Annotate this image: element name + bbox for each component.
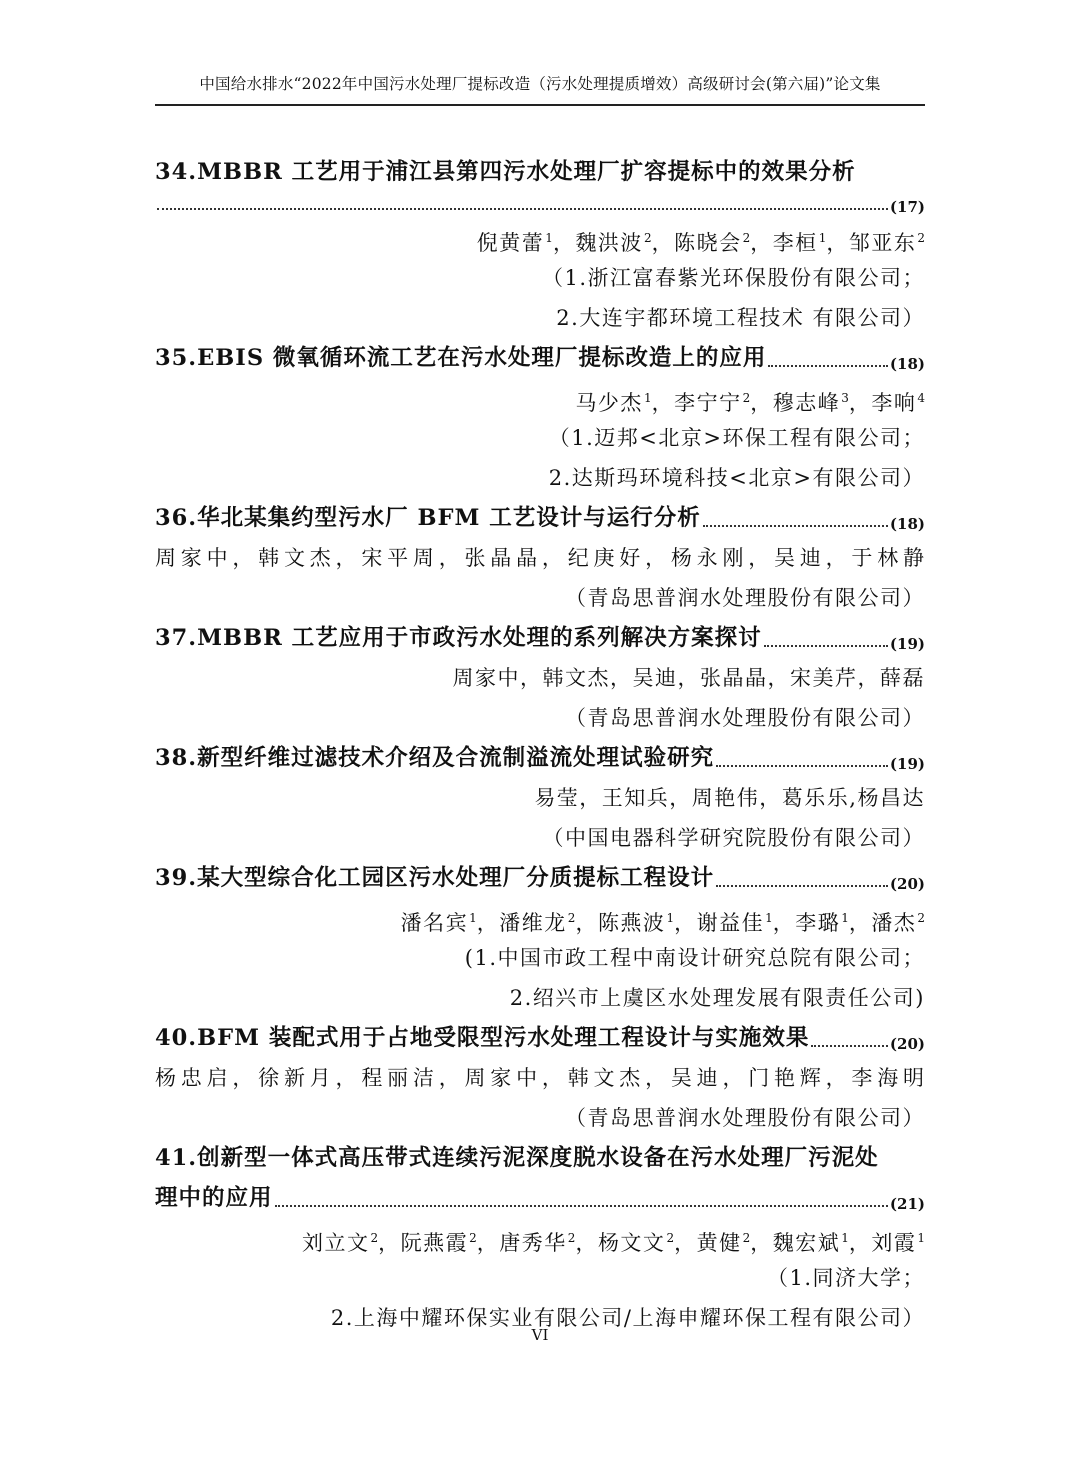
entry-39-authors: 潘名宾$^1$，潘维龙$^2$，陈燕波$^1$，谢益佳$^1$，李璐$^1$，潘杰$^2$ bbox=[400, 911, 925, 935]
entry-36-title: 36.华北某集约型污水厂 BFM 工艺设计与运行分析 bbox=[155, 505, 701, 531]
entry-40-authors: 杨忠启，徐新月，程丽洁，周家中，韩文杰，吴迪，门艳辉，李海明 bbox=[155, 1066, 925, 1090]
entry-37-title-line bbox=[155, 618, 925, 658]
entry-34-affiliation-2: 2.大连宇都环境工程技术 有限公司） bbox=[556, 306, 925, 330]
dot-leader bbox=[703, 525, 888, 527]
entry-34-leader-row bbox=[155, 192, 925, 218]
dot-leader bbox=[764, 645, 888, 647]
entry-38-affiliation: （中国电器科学研究院股份有限公司） bbox=[542, 826, 925, 850]
entry-38-title-line bbox=[155, 738, 925, 778]
entry-39-title-line bbox=[155, 858, 925, 898]
entry-39-title: 39.某大型综合化工园区污水处理厂分质提标工程设计 bbox=[155, 865, 715, 891]
entry-38-authors: 易莹，王知兵，周艳伟，葛乐乐,杨昌达 bbox=[534, 786, 925, 810]
page-number: VI bbox=[531, 1326, 549, 1344]
dot-leader bbox=[716, 765, 888, 767]
entry-37-title: 37.MBBR 工艺应用于市政污水处理的系列解决方案探讨 bbox=[155, 625, 762, 651]
entry-35-page: (18) bbox=[889, 355, 925, 373]
entry-35-title: 35.EBIS 微氧循环流工艺在污水处理厂提标改造上的应用 bbox=[155, 345, 767, 371]
entry-41-title-line-2: 理中的应用 bbox=[155, 1185, 273, 1211]
entry-35-affiliation-1: （1.迈邦<北京>环保工程有限公司； bbox=[548, 426, 925, 450]
entry-34-title: 34.MBBR 工艺用于浦江县第四污水处理厂扩容提标中的效果分析 bbox=[155, 159, 856, 185]
entry-41-title-line-1: 41.创新型一体式高压带式连续污泥深度脱水设备在污水处理厂污泥处 bbox=[155, 1145, 879, 1171]
entry-36-page: (18) bbox=[889, 515, 925, 533]
dot-leader bbox=[716, 885, 888, 887]
entry-36-authors: 周家中，韩文杰，宋平周，张晶晶，纪庚好，杨永刚，吴迪，于林静 bbox=[155, 546, 925, 570]
entry-35-authors: 马少杰$^1$，李宁宁$^2$，穆志峰$^3$，李响$^4$ bbox=[575, 391, 925, 415]
entry-36-title-line bbox=[155, 498, 925, 538]
entry-37-page: (19) bbox=[889, 635, 925, 653]
entry-34-page: (17) bbox=[889, 198, 925, 216]
entry-41-affiliation-1: （1.同济大学； bbox=[766, 1266, 925, 1290]
entry-36-affiliation: （青岛思普润水处理股份有限公司） bbox=[565, 586, 925, 610]
running-header: 中国给水排水“2022年中国污水处理厂提标改造（污水处理提质增效）高级研讨会(第六届)”论文集 bbox=[199, 75, 881, 93]
entry-35-title-line bbox=[155, 338, 925, 378]
dot-leader bbox=[157, 208, 888, 210]
dot-leader bbox=[768, 365, 888, 367]
entry-40-affiliation: （青岛思普润水处理股份有限公司） bbox=[565, 1106, 925, 1130]
entry-40-page: (20) bbox=[889, 1035, 925, 1053]
entry-39-affiliation-1: (1.中国市政工程中南设计研究总院有限公司； bbox=[464, 946, 925, 970]
entry-40-title-line bbox=[155, 1018, 925, 1058]
entry-37-authors: 周家中，韩文杰，吴迪，张晶晶，宋美芹，薛磊 bbox=[452, 666, 925, 690]
entry-41-title-line bbox=[155, 1178, 925, 1218]
entry-37-affiliation: （青岛思普润水处理股份有限公司） bbox=[565, 706, 925, 730]
dot-leader bbox=[275, 1205, 888, 1207]
entry-41-authors: 刘立文$^2$，阮燕霞$^2$，唐秀华$^2$，杨文文$^2$，黄健$^2$，魏宏斌$^1$，刘霞$^1$ bbox=[302, 1231, 925, 1255]
table-of-contents bbox=[155, 152, 925, 1338]
entry-40-title: 40.BFM 装配式用于占地受限型污水处理工程设计与实施效果 bbox=[155, 1025, 810, 1051]
entry-38-title: 38.新型纤维过滤技术介绍及合流制溢流处理试验研究 bbox=[155, 745, 715, 771]
entry-39-page: (20) bbox=[889, 875, 925, 893]
entry-34-affiliation-1: （1.浙江富春紫光环保股份有限公司； bbox=[541, 266, 925, 290]
entry-41-page: (21) bbox=[889, 1195, 925, 1213]
entry-39-affiliation-2: 2.绍兴市上虞区水处理发展有限责任公司) bbox=[509, 986, 925, 1010]
entry-41-affiliation-2: 2.上海中耀环保实业有限公司/上海申耀环保工程有限公司） bbox=[330, 1306, 925, 1330]
entry-34-authors: 倪黄蕾$^1$，魏洪波$^2$，陈晓会$^2$，李桓$^1$，邹亚东$^2$ bbox=[476, 231, 925, 255]
dot-leader bbox=[811, 1045, 888, 1047]
entry-35-affiliation-2: 2.达斯玛环境科技<北京>有限公司） bbox=[548, 466, 925, 490]
entry-38-page: (19) bbox=[889, 755, 925, 773]
header-rule bbox=[155, 104, 925, 106]
